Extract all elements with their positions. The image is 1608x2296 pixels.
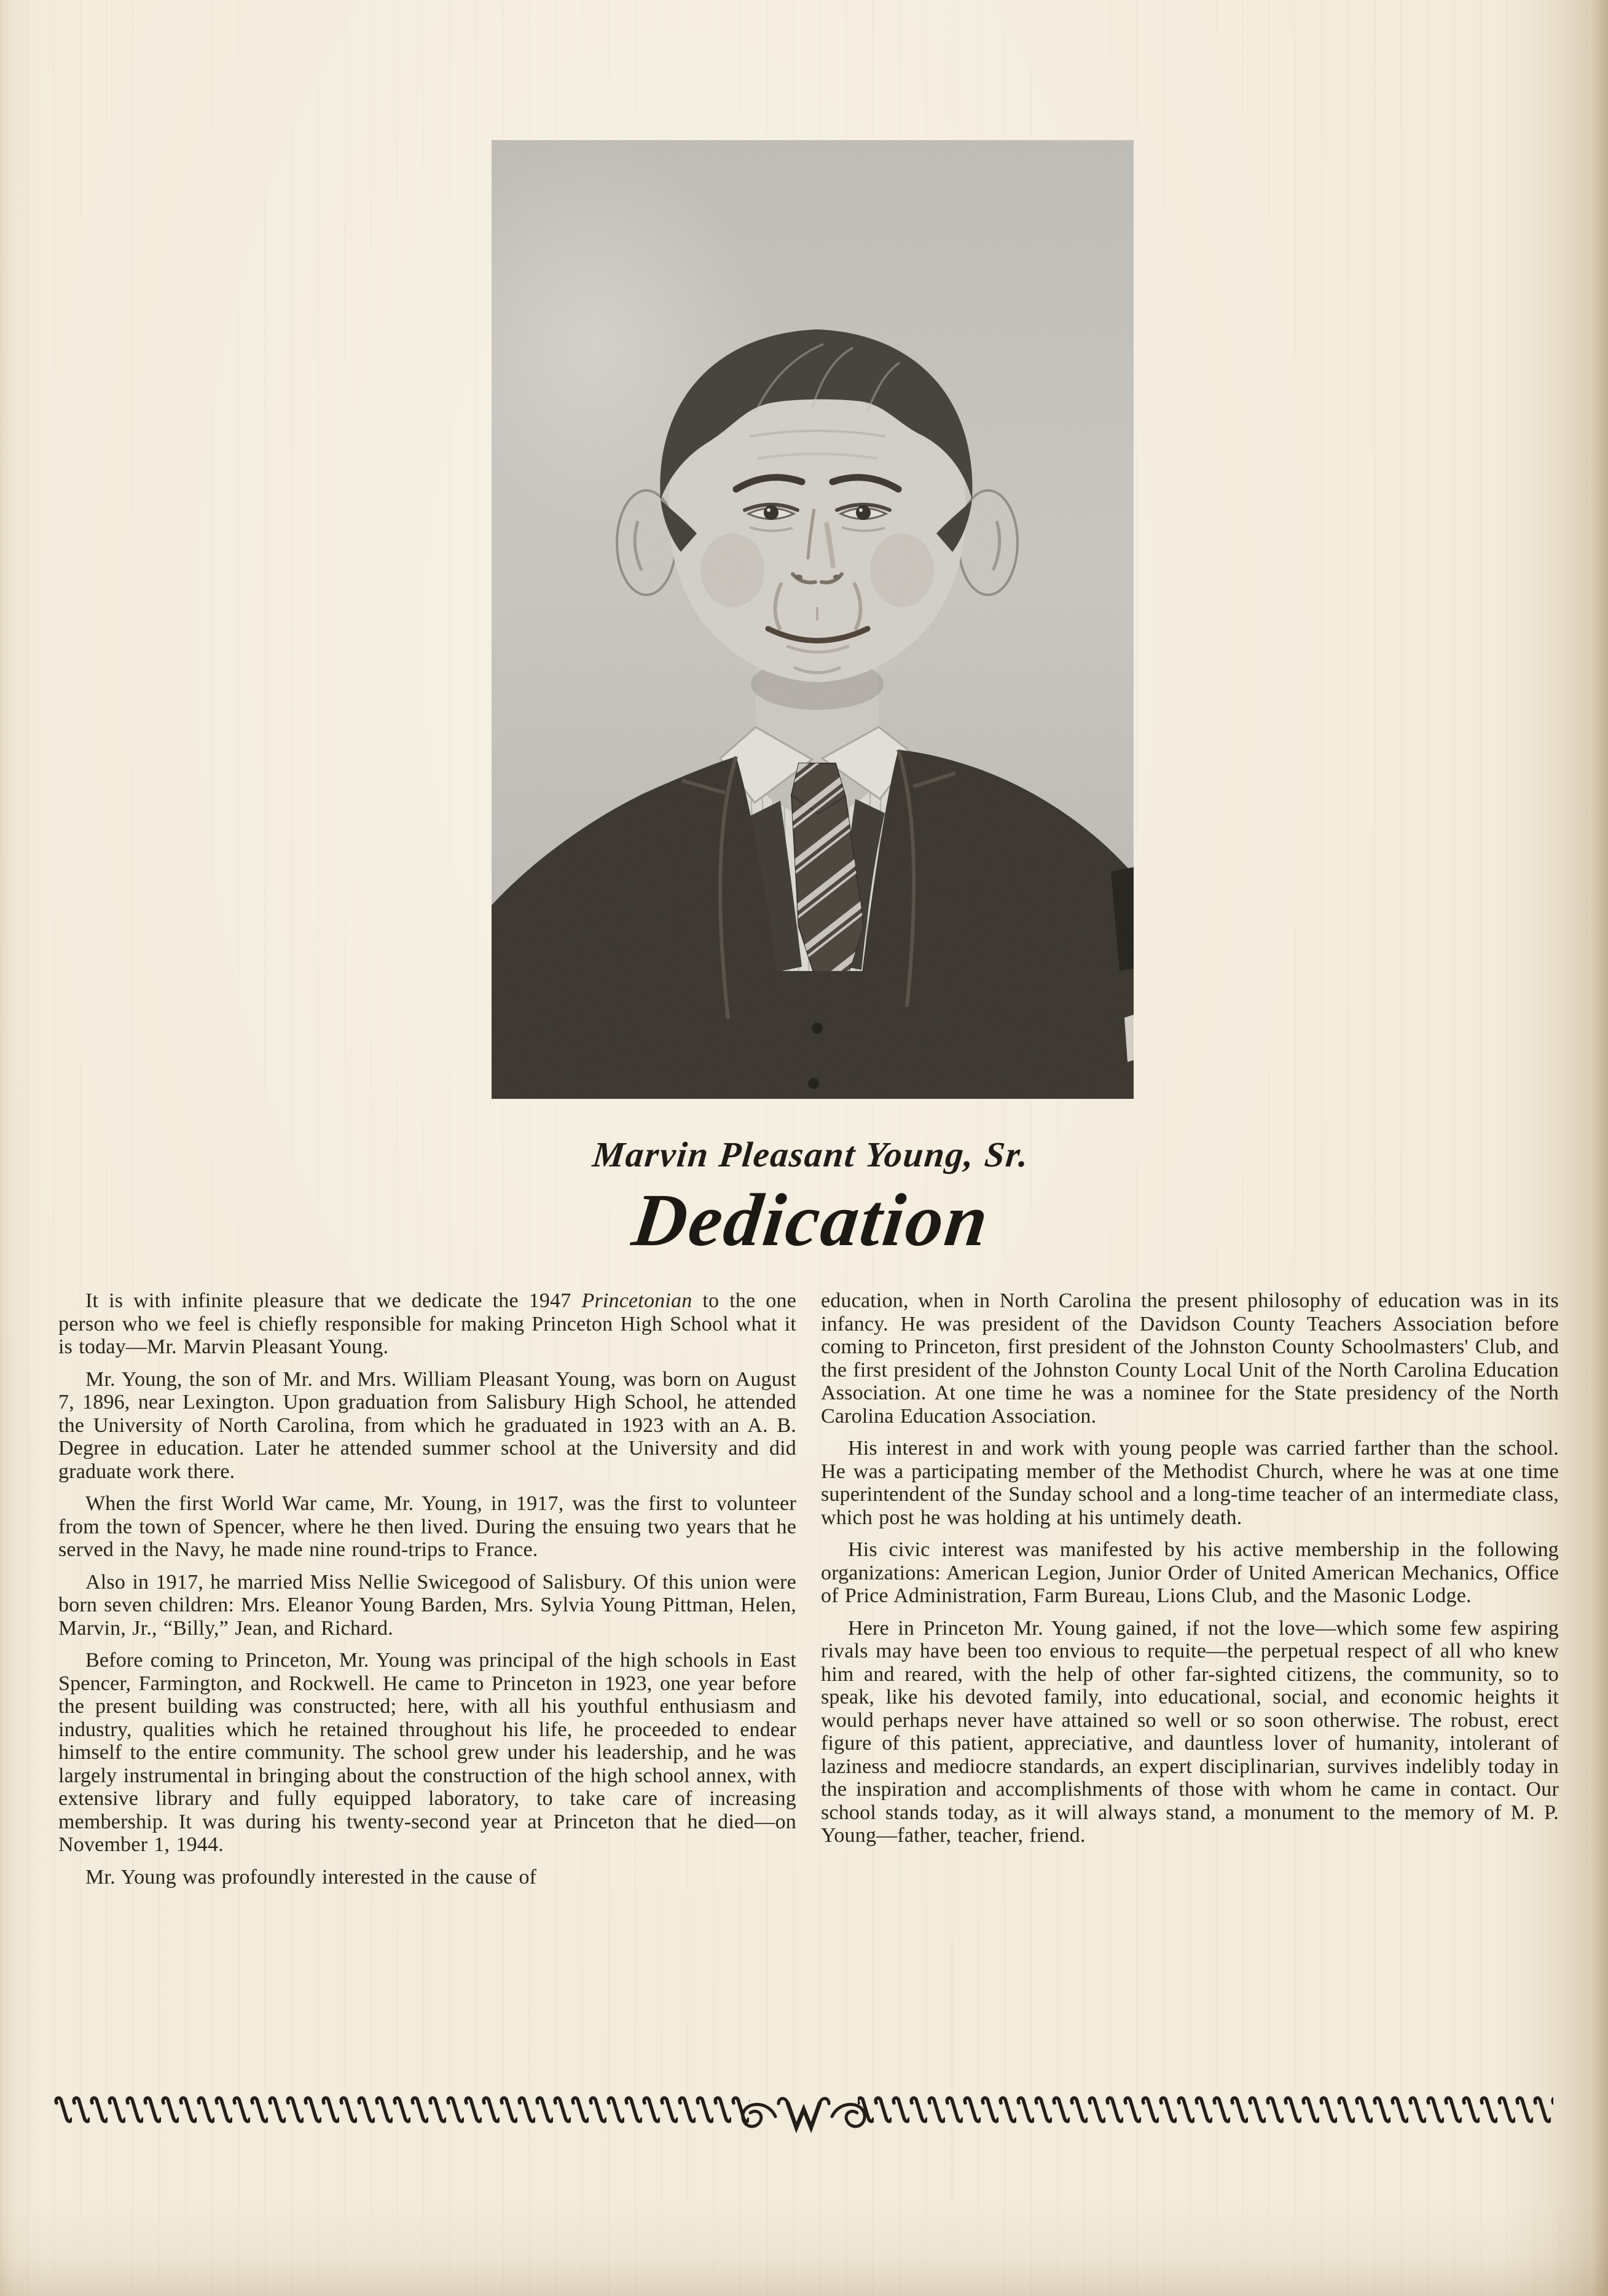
body-text: [58, 1289, 1559, 1898]
princetonian-italic: Princetonian: [581, 1289, 692, 1312]
paragraph: His interest in and work with young people was carried farther than the school. He was a participating member of the Methodist Church, where he was at one time superintendent of the Sunday school and a long-time teacher of an intermediate class, which post he was holding at his untimely death.: [821, 1437, 1559, 1529]
paragraph: Mr. Young, the son of Mr. and Mrs. William Pleasant Young, was born on August 7, 1896, near Lexington. Upon graduation from Salisbury High School, he attended the University of North Carolina, from which he graduated in 1923 with an A. B. Degree in education. Later he attended summer school at the University and did graduate work there.: [58, 1367, 796, 1483]
paragraph: education, when in North Carolina the present philosophy of education was in its infancy. He was president of the Davidson County Teachers Association before coming to Princeton, first president of the Johnston County Schoolmasters' Club, and the first president of the Johnston County Local Unit of the North Carolina Education Association. At one time he was a nominee for the State presidency of the North Carolina Education Association.: [821, 1289, 1559, 1428]
paragraph: [58, 1289, 796, 1359]
paragraph-text: to the one person who we feel is chiefly responsible for making Princeton High School what it is today—Mr. Marvin Pleasant Young.: [58, 1289, 796, 1358]
paragraph: When the first World War came, Mr. Young, in 1917, was the first to volunteer from the town of Spencer, where he then lived. During the ensuing two years that he served in the Navy, he made nine round-trips to France.: [58, 1492, 796, 1561]
zigzag-divider: [54, 2091, 1553, 2134]
portrait-photo: [492, 140, 1134, 1099]
portrait-photo-graphic: [492, 140, 1134, 1099]
paragraph: His civic interest was manifested by his active membership in the following organizations: American Legion, Junior Order of United American Mechanics, Office of Price Administration, Farm Bureau, Lions Club, and the Masonic Lodge.: [821, 1538, 1559, 1607]
zigzag-divider-graphic: [54, 2091, 1553, 2134]
photo-caption: Marvin Pleasant Young, Sr.: [590, 1134, 1032, 1174]
left-column: [58, 1289, 796, 1898]
paragraph: Before coming to Princeton, Mr. Young was principal of the high schools in East Spencer, Farmington, and Rockwell. He came to Princeton in 1923, one year before the present building was constructed; here, with all his youthful enthusiasm and industry, qualities which he retained throughout his life, he proceeded to endear himself to the entire community. The school grew under his leadership, and he was largely instrumental in bringing about the construction of the high school annex, with extensive library and fully equipped laboratory, to take care of increasing membership. It was during his twenty-second year at Princeton that he died—on November 1, 1944.: [58, 1649, 796, 1856]
right-column: [821, 1289, 1559, 1898]
page-title: Dedication: [628, 1179, 994, 1262]
paragraph: Also in 1917, he married Miss Nellie Swicegood of Salisbury. Of this union were born seven children: Mrs. Eleanor Young Barden, Mrs. Sylvia Young Pittman, Helen, Marvin, Jr., “Billy,” Jean, and Richard.: [58, 1570, 796, 1640]
paragraph: Mr. Young was profoundly interested in the cause of: [85, 1865, 537, 1889]
paragraph-text: It is with infinite pleasure that we dedicate the 1947: [85, 1289, 582, 1312]
paragraph: Here in Princeton Mr. Young gained, if not the love—which some few aspiring rivals may have been too envious to requite—the perpetual respect of all who knew him and reared, with the help of other far-sighted citizens, the community, so to speak, like his devoted family, into educational, social, and economic heights it would perhaps never have attained so well or so soon otherwise. The robust, erect figure of this patient, appreciative, and dauntless lover of humanity, intolerant of laziness and mediocre standards, an expert disciplinarian, survives indelibly today in the inspiration and accomplishments of those with whom he came in contact. Our school stands today, as it will always stand, a monument to the memory of M. P. Young—father, teacher, friend.: [821, 1616, 1559, 1847]
